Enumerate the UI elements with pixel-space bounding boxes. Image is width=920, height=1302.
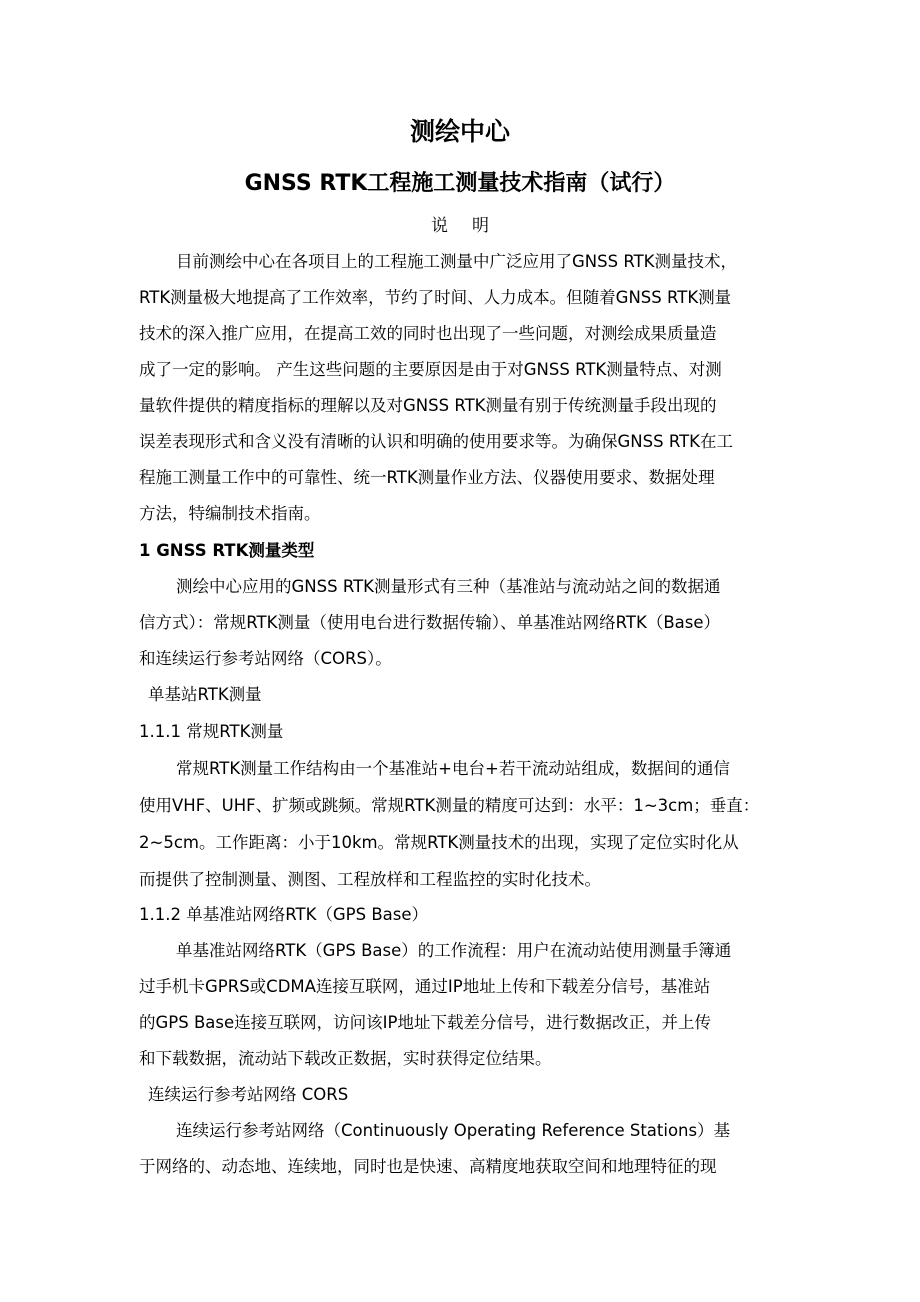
paragraph-line: 于网络的、动态地、连续地，同时也是快速、高精度地获取空间和地理特征的现: [139, 1157, 717, 1176]
paragraph-line: 的GPS Base连接互联网，访问该IP地址下载差分信号，进行数据改正，并上传: [139, 1013, 711, 1032]
paragraph-line: 使用VHF、UHF、扩频或跳频。常规RTK测量的精度可达到：水平：1~3cm；垂直：: [139, 796, 760, 815]
subsection-heading: 1.1.2 单基准站网络RTK（GPS Base）: [139, 905, 429, 924]
paragraph-line: 信方式）：常规RTK测量（使用电台进行数据传输）、单基准站网络RTK（Base）: [139, 613, 721, 632]
paragraph-line: 而提供了控制测量、测图、工程放样和工程监控的实时化技术。: [139, 870, 601, 889]
intro-line: 目前测绘中心在各项目上的工程施工测量中广泛应用了GNSS RTK测量技术，: [176, 252, 737, 271]
org-title: 测绘中心: [409, 117, 510, 146]
paragraph-line: 2~5cm。工作距离：小于10km。常规RTK测量技术的出现，实现了定位实时化从: [139, 833, 739, 852]
intro-line: 量软件提供的精度指标的理解以及对GNSS RTK测量有别于传统测量手段出现的: [139, 396, 717, 415]
document-title: GNSS RTK工程施工测量技术指南（试行）: [244, 171, 676, 196]
paragraph-line: 和连续运行参考站网络（CORS）。: [139, 649, 392, 668]
note-heading: 说明: [431, 216, 513, 236]
subsection-heading: 单基站RTK测量: [148, 685, 262, 704]
paragraph-line: 常规RTK测量工作结构由一个基准站+电台+若干流动站组成，数据间的通信: [176, 759, 730, 778]
intro-line: 程施工测量工作中的可靠性、统一RTK测量作业方法、仪器使用要求、数据处理: [139, 468, 715, 487]
paragraph-line: 过手机卡GPRS或CDMA连接互联网，通过IP地址上传和下载差分信号，基准站: [139, 977, 711, 996]
section-heading: 1 GNSS RTK测量类型: [139, 541, 315, 560]
intro-line: 技术的深入推广应用，在提高工效的同时也出现了一些问题，对测绘成果质量造: [139, 324, 717, 343]
intro-line: 成了一定的影响。 产生这些问题的主要原因是由于对GNSS RTK测量特点、对测: [139, 360, 722, 379]
subsection-heading: 1.1.1 常规RTK测量: [139, 722, 284, 741]
paragraph-line: 连续运行参考站网络（Continuously Operating Reference Stations）基: [176, 1121, 731, 1140]
intro-line: RTK测量极大地提高了工作效率，节约了时间、人力成本。但随着GNSS RTK测量: [139, 288, 732, 307]
paragraph-line: 单基准站网络RTK（GPS Base）的工作流程：用户在流动站使用测量手簿通: [176, 941, 732, 960]
paragraph-line: 测绘中心应用的GNSS RTK测量形式有三种（基准站与流动站之间的数据通: [176, 577, 721, 596]
intro-line: 误差表现形式和含义没有清晰的认识和明确的使用要求等。为确保GNSS RTK在工: [139, 432, 733, 451]
intro-line: 方法，特编制技术指南。: [139, 504, 321, 523]
subsection-heading: 连续运行参考站网络 CORS: [148, 1085, 349, 1104]
paragraph-line: 和下载数据，流动站下载改正数据，实时获得定位结果。: [139, 1049, 552, 1068]
